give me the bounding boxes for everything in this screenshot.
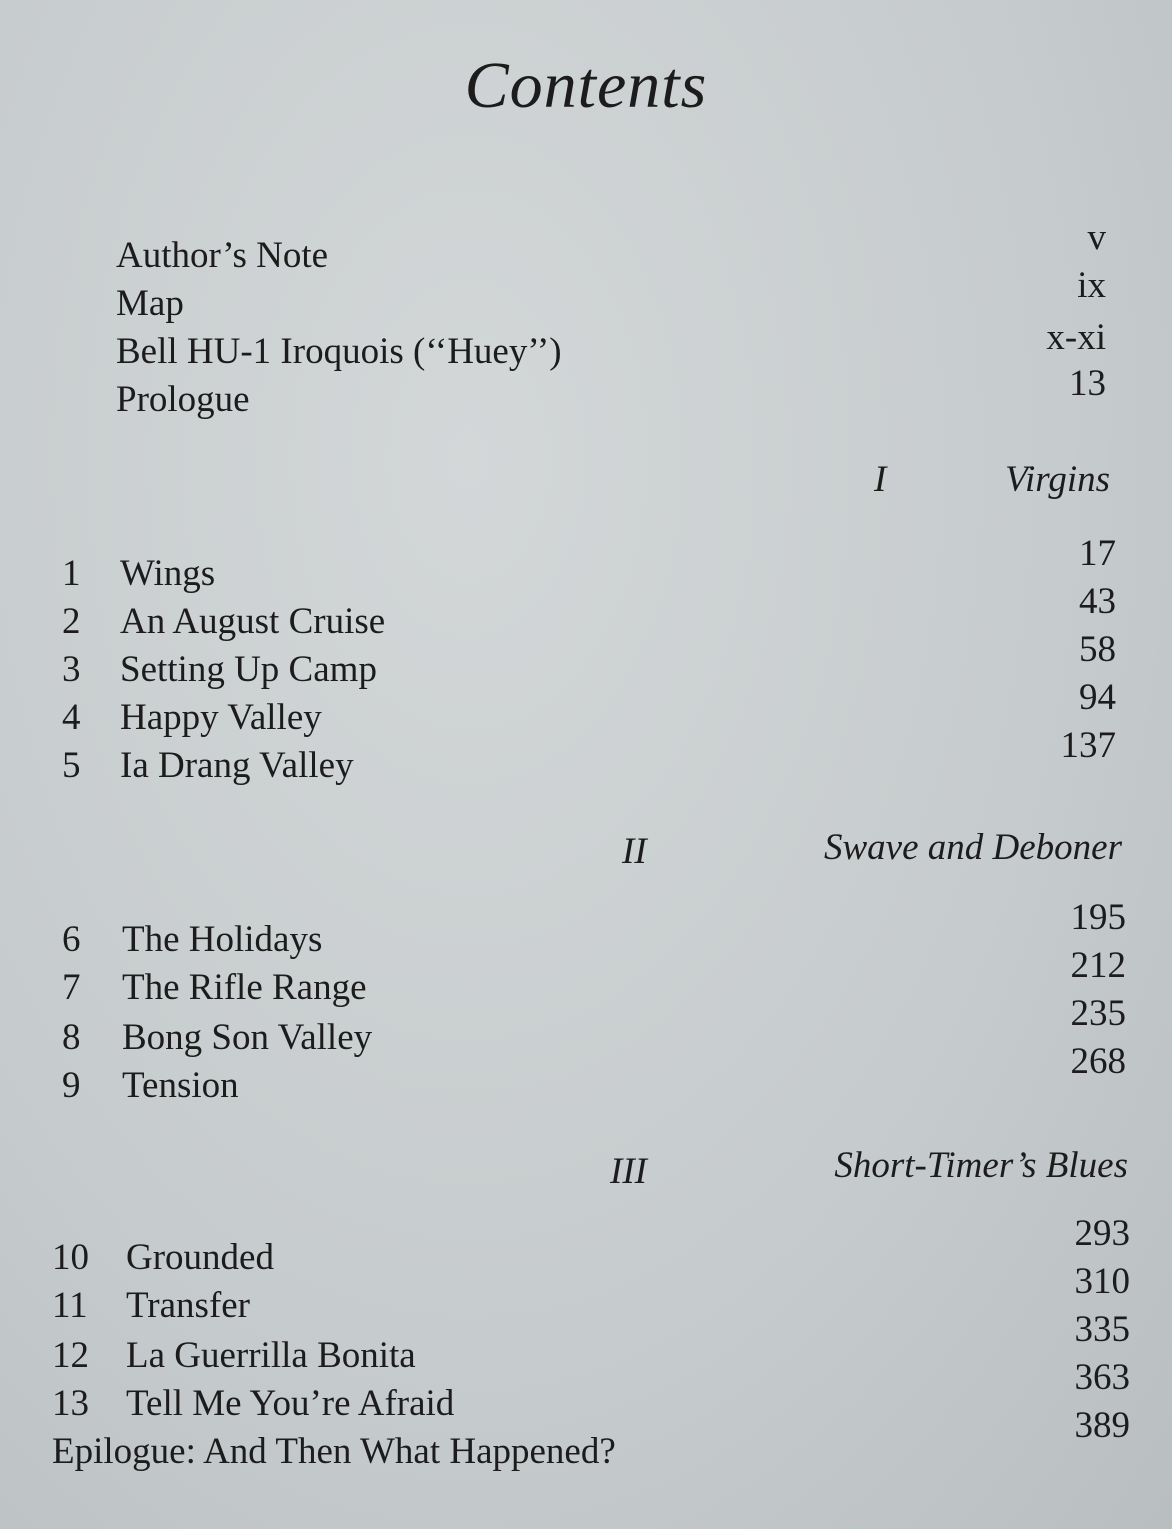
chapter-title: Tension [122,1065,239,1106]
front-matter-label: Author’s Note [116,235,329,276]
chapter-title: The Holidays [122,919,323,960]
chapter-title: La Guerrilla Bonita [126,1335,416,1376]
front-matter-page: ix [1077,265,1106,306]
chapter-page: 293 [1074,1213,1130,1254]
chapter-number: 1 [62,553,81,594]
chapter-title: Bong Son Valley [122,1017,373,1058]
chapter-page: 335 [1074,1309,1130,1350]
chapter-page: 137 [1060,725,1116,766]
part-title: Virgins [1005,459,1110,500]
chapter-page: 43 [1079,581,1116,622]
chapter-title: Happy Valley [120,697,322,738]
chapter-page: 195 [1070,897,1126,938]
part-title: Short-Timer’s Blues [834,1145,1128,1186]
front-matter-page: v [1087,217,1106,258]
chapter-page: 94 [1079,677,1116,718]
chapter-number: 2 [62,601,81,642]
chapter-title: Transfer [126,1285,251,1326]
chapter-number: 10 [52,1237,89,1278]
chapter-title: An August Cruise [120,601,386,642]
front-matter-label: Prologue [116,379,250,420]
chapter-page: 268 [1070,1041,1126,1082]
chapter-title: The Rifle Range [122,967,367,1008]
chapter-number: 6 [62,919,81,960]
epilogue-label: Epilogue: And Then What Happened? [52,1431,616,1472]
chapter-title: Wings [120,553,216,594]
chapter-title: Ia Drang Valley [120,745,354,786]
chapter-number: 4 [62,697,81,738]
chapter-page: 310 [1074,1261,1130,1302]
part-numeral: II [622,831,647,872]
chapter-number: 5 [62,745,81,786]
chapter-number: 3 [62,649,81,690]
front-matter-label: Bell HU-1 Iroquois (‘‘Huey’’) [116,331,562,372]
part-title: Swave and Deboner [824,827,1122,868]
epilogue-page: 389 [1074,1405,1130,1446]
chapter-number: 12 [52,1335,89,1376]
part-numeral: III [610,1151,647,1192]
chapter-page: 58 [1079,629,1116,670]
chapter-page: 235 [1070,993,1126,1034]
front-matter-label: Map [116,283,184,324]
chapter-page: 212 [1070,945,1126,986]
chapter-page: 17 [1079,533,1116,574]
chapter-number: 9 [62,1065,81,1106]
front-matter-page: x-xi [1046,317,1106,358]
chapter-title: Tell Me You’re Afraid [126,1383,455,1424]
chapter-page: 363 [1074,1357,1130,1398]
chapter-title: Setting Up Camp [120,649,377,690]
chapter-number: 7 [62,967,81,1008]
front-matter-page: 13 [1069,363,1106,404]
page-title: Contents [464,49,708,122]
chapter-number: 11 [52,1285,88,1326]
chapter-title: Grounded [126,1237,274,1278]
part-numeral: I [874,459,887,500]
chapter-number: 13 [52,1383,89,1424]
chapter-number: 8 [62,1017,81,1058]
